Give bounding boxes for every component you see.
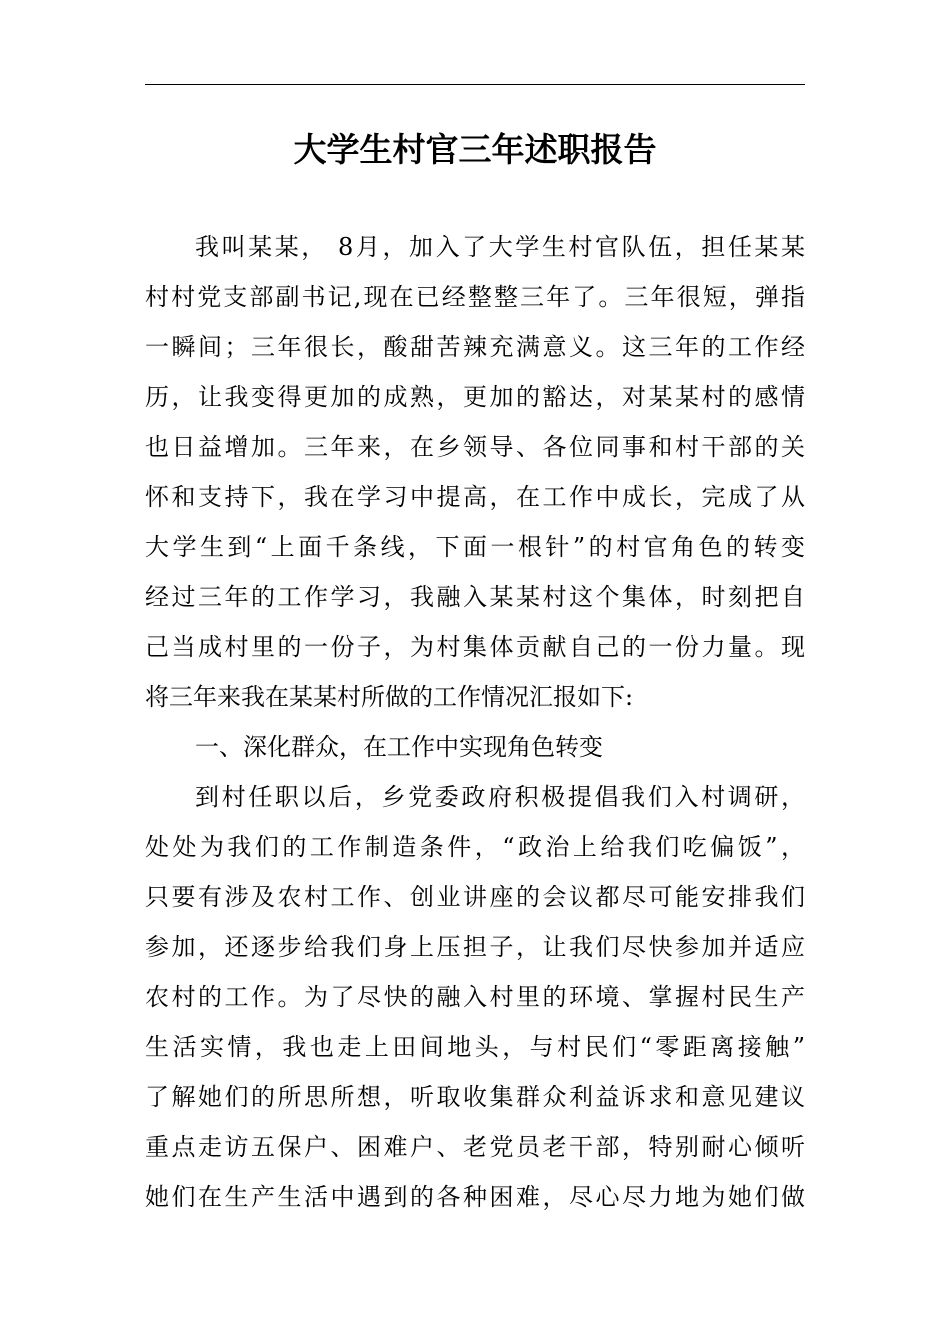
document-title: 大学生村官三年述职报告 [293, 130, 657, 169]
paragraph-1-line-6: 怀和支持下，我在学习中提高，在工作中成长，完成了从 [145, 483, 805, 511]
paragraph-2-line-1: 到村任职以后，乡党委政府积极提倡我们入村调研， [195, 783, 805, 811]
paragraph-2-line-5: 农村的工作。为了尽快的融入村里的环境、掌握村民生产 [145, 983, 805, 1011]
paragraph-1-line-10: 将三年来我在某某村所做的工作情况汇报如下: [145, 683, 634, 711]
paragraph-1-line-1: 我叫某某， 8月，加入了大学生村官队伍，担任某某 [195, 233, 805, 261]
paragraph-1-line-9: 己当成村里的一份子，为村集体贡献自己的一份力量。现 [145, 633, 805, 661]
paragraph-1-line-5: 也日益增加。三年来，在乡领导、各位同事和村干部的关 [145, 433, 805, 461]
header-rule [145, 84, 805, 85]
paragraph-2-line-4: 参加，还逐步给我们身上压担子，让我们尽快参加并适应 [145, 933, 805, 961]
section-1-heading: 一、深化群众，在工作中实现角色转变 [195, 733, 603, 761]
paragraph-2-line-3: 只要有涉及农村工作、创业讲座的会议都尽可能安排我们 [145, 883, 805, 911]
paragraph-2-line-9: 她们在生产生活中遇到的各种困难，尽心尽力地为她们做 [145, 1183, 805, 1211]
paragraph-2-line-7: 了解她们的所思所想，听取收集群众利益诉求和意见建议 [145, 1083, 805, 1111]
paragraph-1-line-7: 大学生到“上面千条线，下面一根针”的村官角色的转变 [145, 533, 805, 561]
paragraph-1-line-4: 历，让我变得更加的成熟，更加的豁达，对某某村的感情 [145, 383, 805, 411]
paragraph-1-line-8: 经过三年的工作学习，我融入某某村这个集体，时刻把自 [145, 583, 805, 611]
paragraph-2-line-2: 处处为我们的工作制造条件，“政治上给我们吃偏饭”， [145, 833, 805, 861]
paragraph-2-line-8: 重点走访五保户、困难户、老党员老干部，特别耐心倾听 [145, 1133, 805, 1161]
document-body [145, 222, 805, 1222]
paragraph-2-line-6: 生活实情，我也走上田间地头，与村民们“零距离接触” [145, 1033, 805, 1061]
paragraph-1-line-3: 一瞬间；三年很长，酸甜苦辣充满意义。这三年的工作经 [145, 333, 805, 361]
paragraph-1-line-2: 村村党支部副书记,现在已经整整三年了。三年很短，弹指 [145, 283, 805, 311]
